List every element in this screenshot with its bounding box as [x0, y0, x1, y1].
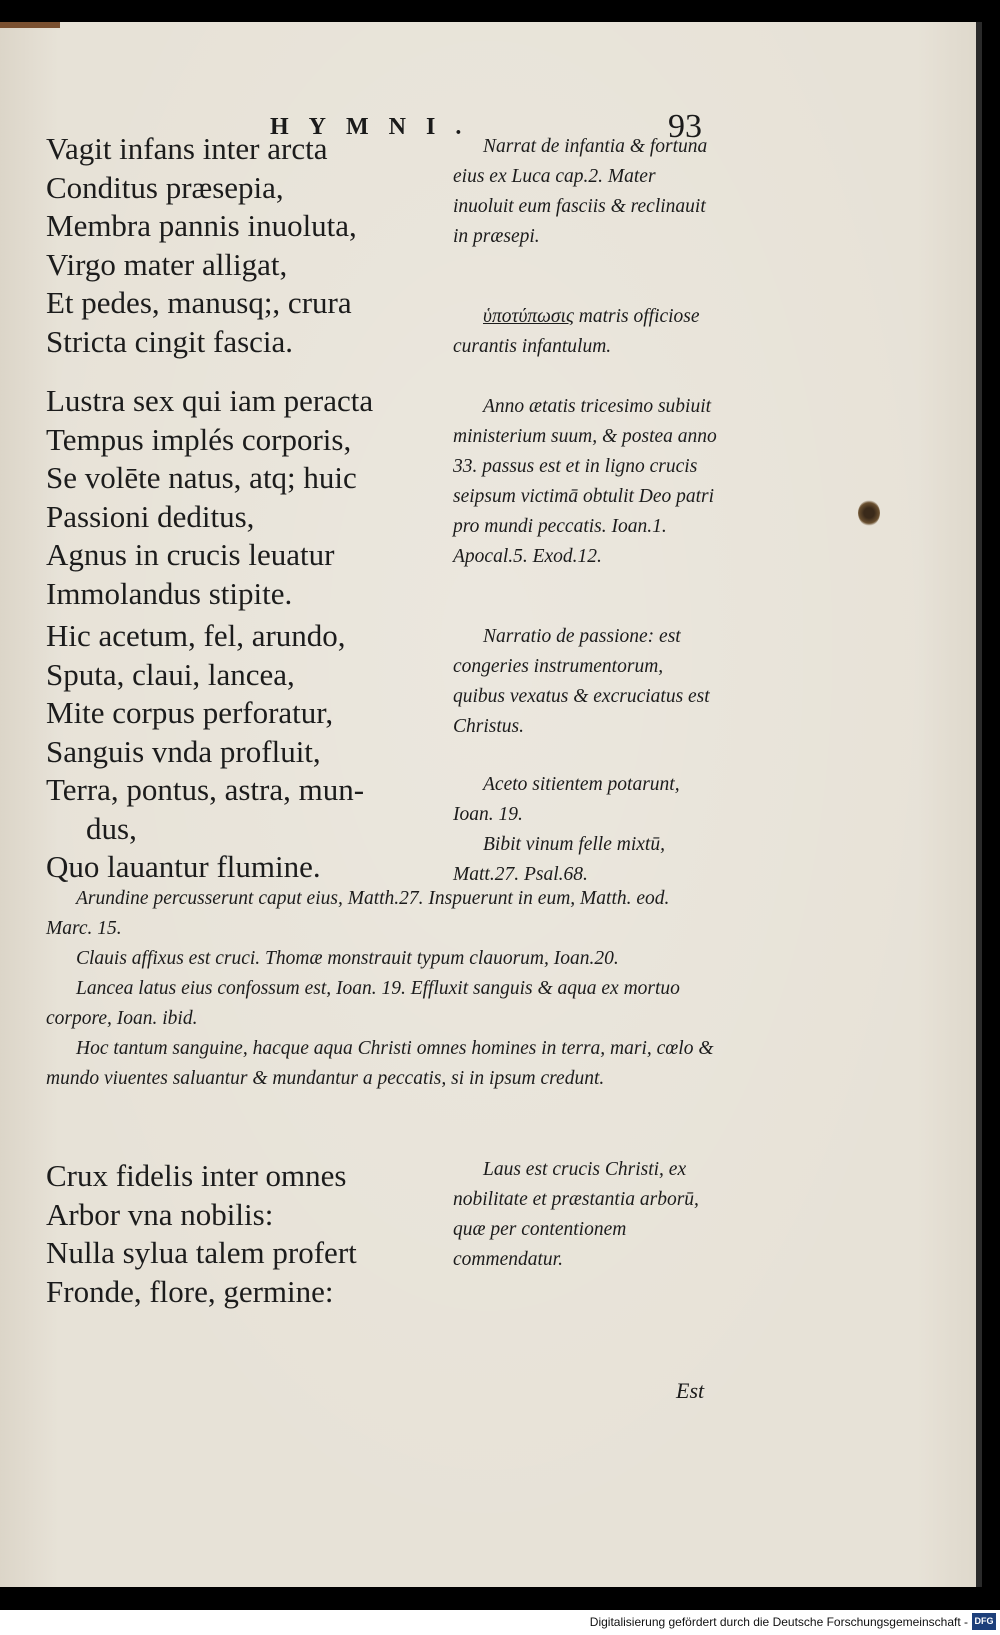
page-edge-mark — [0, 22, 60, 28]
verse-line: Sputa, claui, lancea, — [46, 656, 295, 692]
marginal-note-7: Laus est crucis Christi, ex nobilitate et præstantia arborū, quæ per contentionem commendatur. — [453, 1159, 699, 1270]
ink-blot — [858, 500, 880, 526]
full-width-notes — [46, 884, 718, 1094]
running-head: HYMNI. — [270, 114, 482, 140]
verse-line: Terra, pontus, astra, mun- — [46, 772, 365, 807]
verse-line: Quo lauantur flumine. — [46, 849, 321, 884]
verse-line: Et pedes, manusq;, crura — [46, 285, 352, 320]
verse-line: Fronde, flore, germine: — [46, 1273, 334, 1309]
verse-line: Agnus in crucis leuatur — [46, 537, 335, 572]
verse-line: Immolandus stipite. — [46, 575, 293, 611]
marginal-note-2: ὑποτύπωσις matris officiose curantis infantulum. — [453, 306, 700, 357]
page-number: 93 — [668, 108, 702, 145]
stanza-3 — [46, 617, 436, 887]
verse-line: Crux fidelis inter omnes — [46, 1158, 347, 1193]
note-paragraph: Hoc tantum sanguine, hacque aqua Christi omnes homines in terra, mari, cœlo & mundo viuentes saluantur & mundantur a peccatis, si in ipsum credunt. — [46, 1038, 714, 1089]
verse-line: Membra pannis inuoluta, — [46, 208, 357, 243]
greek-term: ὑποτύπωσις — [483, 306, 574, 327]
marginal-note-6: Bibit vinum felle mixtū, Matt.27. Psal.68. — [453, 834, 665, 885]
verse-line: Sanguis vnda profluit, — [46, 733, 321, 769]
verse-line: Se volēte natus, atq; huic — [46, 460, 357, 495]
marginal-note-3: Anno ætatis tricesimo subiuit ministerium suum, & postea anno 33. passus est et in ligno crucis seipsum victimā obtulit Deo patri pro mundi peccatis. Ioan.1. Apocal.5. Exod.12. — [453, 396, 717, 567]
footer-credit: Digitalisierung gefördert durch die Deutsche Forschungsgemeinschaft - — [589, 1615, 968, 1629]
verse-line: Virgo mater alligat, — [46, 246, 288, 282]
verse-line: Lustra sex qui iam peracta — [46, 383, 374, 418]
book-page — [0, 22, 982, 1587]
verse-line: Nulla sylua talem profert — [46, 1235, 357, 1270]
verse-line: Conditus præsepia, — [46, 169, 284, 205]
catchword: Est — [676, 1378, 705, 1403]
stanza-1 — [46, 130, 436, 361]
marginal-note-4: Narratio de passione: est congeries instrumentorum, quibus vexatus & excruciatus est Christus. — [453, 626, 710, 737]
note-paragraph: Arundine percusserunt caput eius, Matth.27. Inspuerunt in eum, Matth. eod. Marc. 15. — [46, 888, 670, 939]
note-paragraph: Lancea latus eius confossum est, Ioan. 19. Effluxit sanguis & aqua ex mortuo corpore, Ioan. ibid. — [46, 978, 680, 1029]
note-paragraph: Clauis affixus est cruci. Thomæ monstrauit typum clauorum, Ioan.20. — [76, 948, 619, 969]
verse-line: Vagit infans inter arcta — [46, 131, 328, 166]
marginal-note-5: Aceto sitientem potarunt, Ioan. 19. — [453, 774, 680, 825]
verse-line: dus, — [86, 810, 137, 846]
footer-bar — [0, 1610, 1000, 1635]
verse-line: Hic acetum, fel, arundo, — [46, 618, 346, 653]
verse-line: Stricta cingit fascia. — [46, 323, 294, 359]
marginal-note-1: Narrat de infantia & fortuna eius ex Luca cap.2. Mater inuoluit eum fasciis & reclinauit in præsepi. — [453, 136, 708, 247]
verse-line: Mite corpus perforatur, — [46, 695, 334, 730]
verse-line: Tempus implés corporis, — [46, 421, 352, 457]
dfg-logo-icon: DFG — [972, 1613, 996, 1630]
stanza-4 — [46, 1157, 436, 1311]
verse-line: Passioni deditus, — [46, 498, 255, 534]
verse-line: Arbor vna nobilis: — [46, 1196, 274, 1232]
stanza-2 — [46, 382, 436, 613]
